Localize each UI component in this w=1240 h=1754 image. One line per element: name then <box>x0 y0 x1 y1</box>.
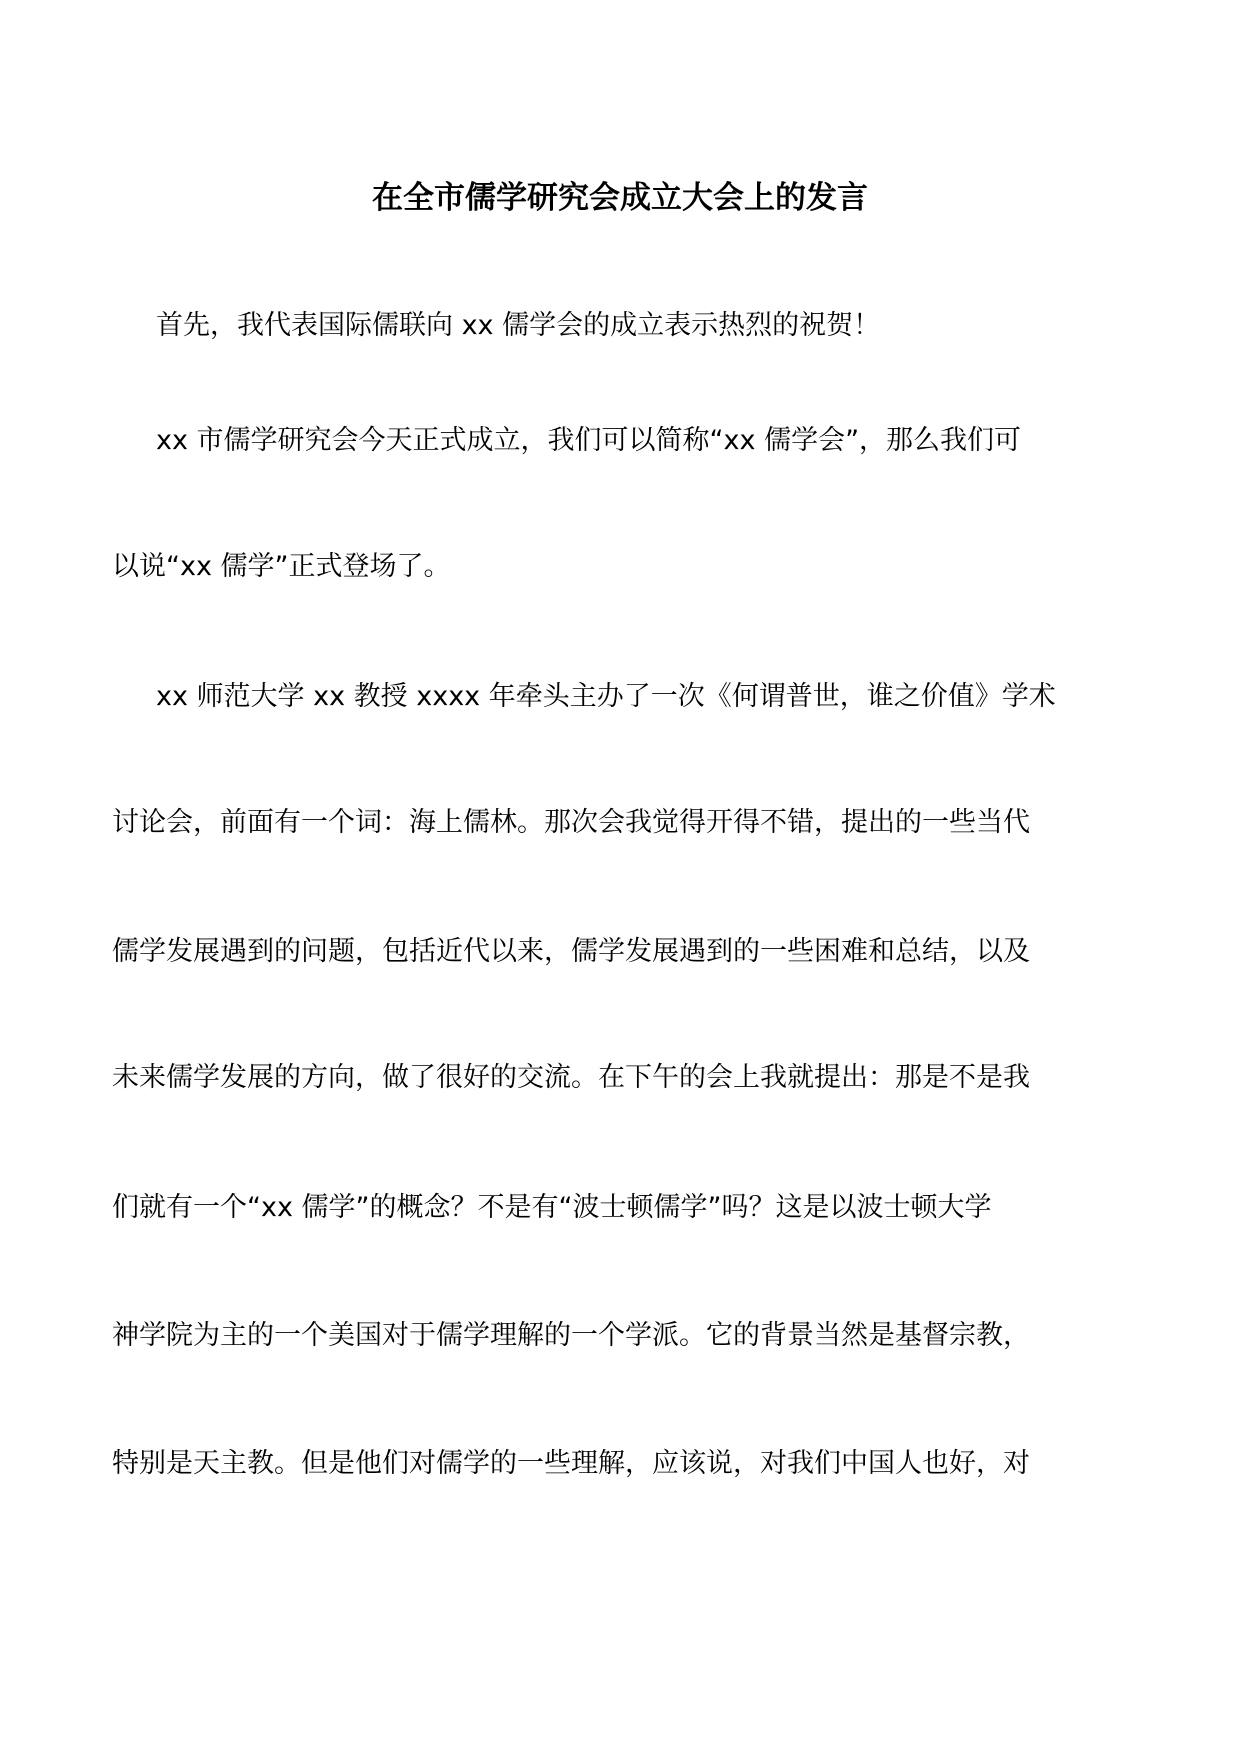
paragraph-3-line-5: 们就有一个“xx 儒学”的概念？不是有“波士顿儒学”吗？这是以波士顿大学 <box>112 1192 992 1223</box>
paragraph-3-line-4: 未来儒学发展的方向，做了很好的交流。在下午的会上我就提出：那是不是我 <box>112 1062 1030 1093</box>
paragraph-1-line-1: 首先，我代表国际儒联向 xx 儒学会的成立表示热烈的祝贺！ <box>156 310 881 341</box>
paragraph-2-line-2: 以说“xx 儒学”正式登场了。 <box>112 551 451 582</box>
paragraph-3-line-1: xx 师范大学 xx 教授 xxxx 年牵头主办了一次《何谓普世，谁之价值》学术 <box>156 681 1056 712</box>
paragraph-3-line-7: 特别是天主教。但是他们对儒学的一些理解，应该说，对我们中国人也好，对 <box>112 1448 1030 1479</box>
paragraph-2-line-1: xx 市儒学研究会今天正式成立，我们可以简称“xx 儒学会”，那么我们可 <box>156 425 1022 456</box>
paragraph-3-line-6: 神学院为主的一个美国对于儒学理解的一个学派。它的背景当然是基督宗教， <box>112 1320 1030 1351</box>
paragraph-3-line-3: 儒学发展遇到的问题，包括近代以来，儒学发展遇到的一些困难和总结，以及 <box>112 936 1030 967</box>
paragraph-3-line-2: 讨论会，前面有一个词：海上儒林。那次会我觉得开得不错，提出的一些当代 <box>112 807 1030 838</box>
document-title: 在全市儒学研究会成立大会上的发言 <box>372 180 868 216</box>
